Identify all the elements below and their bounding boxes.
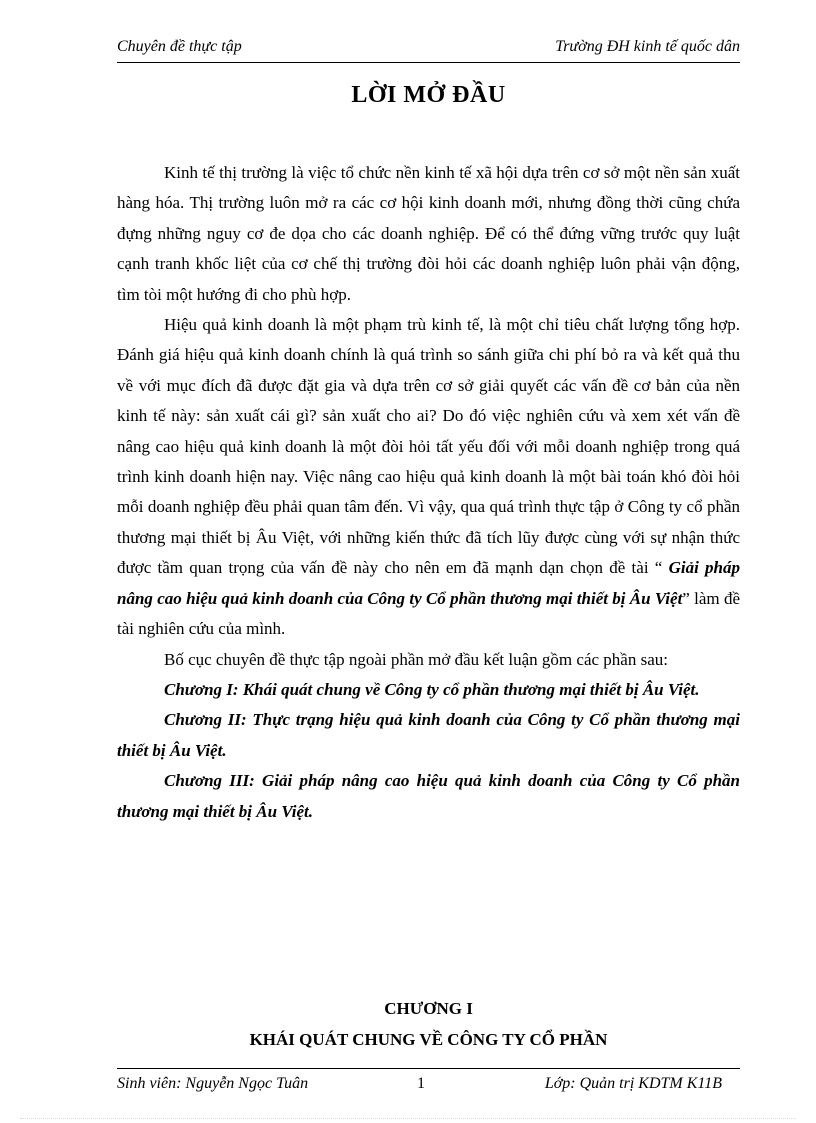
outline-chapter-2: Chương II: Thực trạng hiệu quả kinh doanh của Công ty Cổ phần thương mại thiết bị Âu Việt. (117, 710, 740, 760)
paragraph-structure: Bố cục chuyên đề thực tập ngoài phần mở đầu kết luận gồm các phần sau: (164, 649, 668, 669)
thesis-topic: Giải pháp nâng cao hiệu quả kinh doanh của Công ty Cổ phần thương mại thiết bị Âu Việt (117, 558, 740, 608)
chapter-number: CHƯƠNG I (384, 999, 473, 1018)
header-right-text: Trường ĐH kinh tế quốc dân (555, 38, 740, 55)
paragraph-efficiency-text: Hiệu quả kinh doanh là một phạm trù kinh tế, là một chỉ tiêu chất lượng tổng hợp. Đánh giá hiệu quả kinh doanh chính là quá trình so sánh giữa chi phí bỏ ra và kết quả thu về với mục đích đã được đặt gia và dựa trên cơ sở giải quyết các vấn đề cơ bản của nền kinh tế này: sản xuất cái gì? sản xuất cho ai? Do đó việc nghiên cứu và xem xét vấn đề nâng cao hiệu quả kinh doanh là một đòi hỏi tất yếu đối với mỗi doanh nghiệp trong quá trình kinh doanh hiện nay. Việc nâng cao hiệu quả kinh doanh là một bài toán khó đòi hỏi mỗi doanh nghiệp đều phải quan tâm đến. Vì vậy, qua quá trình thực tập ở Công ty cổ phần thương mại thiết bị Âu Việt, với những kiến thức đã tích lũy được cùng với sự nhận thức được tầm quan trọng của vấn đề này cho nên em đã mạnh dạn chọn đề tài “ (117, 315, 740, 578)
footer-student: Sinh viên: Nguyễn Ngọc Tuân (117, 1075, 309, 1092)
footer-class: Lớp: Quản trị KDTM K11B (544, 1075, 722, 1092)
chapter-title: KHÁI QUÁT CHUNG VỀ CÔNG TY CỔ PHẦN (249, 1030, 608, 1049)
page-footer (117, 1068, 740, 1097)
document-body (117, 158, 740, 827)
header-left-text: Chuyên đề thực tập (117, 38, 242, 55)
page-header (117, 36, 740, 63)
page-edge-divider (20, 1118, 796, 1120)
paragraph-intro: Kinh tế thị trường là việc tổ chức nền kinh tế xã hội dựa trên cơ sở một nền sản xuất hàng hóa. Thị trường luôn mở ra các cơ hội kinh doanh mới, nhưng đồng thời cũng chứa đựng những nguy cơ đe dọa cho các doanh nghiệp. Để có thể đứng vững trước quy luật cạnh tranh khốc liệt của cơ chế thị trường đòi hỏi các doanh nghiệp luôn phải vận động, tìm tòi một hướng đi cho phù hợp. (117, 163, 740, 304)
outline-chapter-3: Chương III: Giải pháp nâng cao hiệu quả kinh doanh của Công ty Cổ phần thương mại thiết bị Âu Việt. (117, 771, 740, 821)
paragraph-efficiency (117, 310, 740, 644)
page-title: LỜI MỞ ĐẦU (351, 82, 506, 108)
outline-chapter-1: Chương I: Khái quát chung về Công ty cổ phần thương mại thiết bị Âu Việt. (164, 679, 700, 699)
footer-page-number: 1 (417, 1075, 425, 1092)
paragraph-efficiency-end: ” làm đề tài nghiên cứu của mình. (117, 588, 740, 639)
chapter-heading (117, 993, 740, 1055)
